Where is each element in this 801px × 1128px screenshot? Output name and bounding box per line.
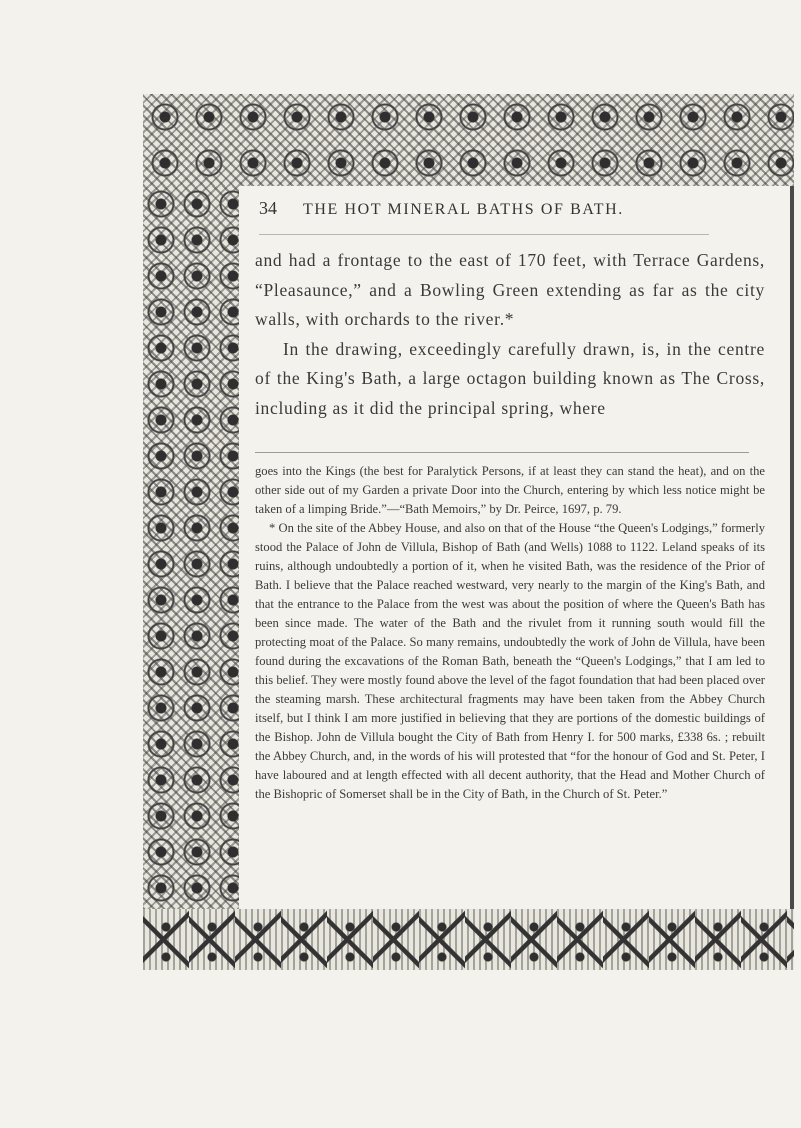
footnotes (255, 462, 765, 804)
running-title: THE HOT MINERAL BATHS OF BATH. (303, 201, 624, 218)
ornamental-border-top (143, 94, 794, 186)
footnote-continuation: goes into the Kings (the best for Paralytick Persons, if at least they can stand the heat), and on the other side out of my Garden a private Door into the Church, entering by which less notice might be taken of a limping Bride.”—“Bath Memoirs,” by Dr. Peirce, 1697, p. 79. (255, 464, 765, 516)
main-text (255, 246, 765, 423)
header-rule (259, 234, 709, 235)
border-rule-right (790, 186, 794, 909)
main-paragraph-1: and had a frontage to the east of 170 feet, with Terrace Gardens, “Pleasaunce,” and a Bowling Green extending as far as the city walls, with orchards to the river.* (255, 250, 765, 329)
page-number: 34 (259, 198, 277, 218)
ornamental-border-left (143, 186, 239, 909)
footnote-rule (255, 452, 749, 453)
main-paragraph-2: In the drawing, exceedingly carefully drawn, is, in the centre of the King's Bath, a large octagon building known as The Cross, including as it did the principal spring, where (255, 338, 765, 418)
footnote-star: * On the site of the Abbey House, and also on that of the House “the Queen's Lodgings,” formerly stood the Palace of John de Villula, Bishop of Bath (and Wells) 1088 to 1122. Leland speaks of its ruins, although undoubtedly a portion of it, when he visited Bath, was the residence of the Prior of Bath. I believe that the Palace reached westward, very nearly to the margin of the King's Bath, and that the entrance to the Palace from the west was about the position of where the Queen's Bath has been since made. The water of the Bath and the rivulet from it running south would fill the protecting moat of the Palace. So many remains, undoubtedly the work of John de Villula, have been found during the excavations of the Roman Bath, beneath the “Queen's Lodgings,” that I am led to this belief. They were mostly found above the level of the fagot foundation that had been placed over the steaming marsh. These architectural fragments may have been taken from the Abbey Church itself, but I think I am more justified in believing that they are portions of the domestic buildings of the Bishop. John de Villula bought the City of Bath from Henry I. for 500 marks, £338 6s. ; rebuilt the Abbey Church, and, in the words of his will protested that “for the honour of God and St. Peter, I have laboured and at length effected with all decent authority, that the Head and Mother Church of the Bishopric of Somerset shall be in the City of Bath, in the Church of St. Peter.” (255, 521, 765, 801)
running-head (259, 198, 729, 219)
book-page (239, 186, 790, 909)
ornamental-border-bottom (143, 909, 794, 970)
